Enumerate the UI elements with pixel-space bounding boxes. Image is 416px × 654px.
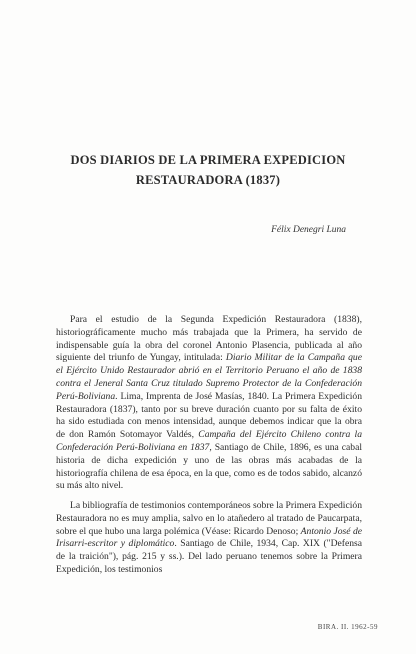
- paragraph-1-segment: Para el estudio de la Segunda Expedición Restauradora (1838), historiográficamente mucho más trabajada que la Primera, ha servido de indispensable guía la obra del coronel Antonio Plasencia, publicada al año siguiente del triunfo de Yungay, intitulada:: [56, 314, 362, 364]
- body-paragraph-1: [56, 314, 362, 493]
- author-name: Félix Denegri Luna: [271, 225, 346, 235]
- paragraph-2-segment: La bibliografía de testimonios contemporáneos sobre la Primera Expedición Restauradora no es muy amplia, salvo en lo atañedero al tratado de Paucarpata, sobre el que hubo una larga polémica (Véase: Ricardo Denoso;: [56, 500, 362, 537]
- paragraph-2-segment: . Santiago de Chile, 1934, Cap. XIX ("Defensa de la traición"), pág. 215 y ss.). Del lado peruano tenemos sobre la Primera Expedición, los testimonios: [56, 538, 362, 575]
- article-title-line-2: RESTAURADORA (1837): [135, 173, 281, 187]
- body-paragraph-2: [56, 500, 362, 577]
- page-footer: BIRA. II. 1962-59: [317, 623, 378, 631]
- paragraph-1-segment: , Santiago de Chile, 1896, es una cabal historia de dicha expedición y uno de las obras más acabadas de la historiografía chilena de esa época, en la que, como es de todos sabido, alcanzó su más alto nivel.: [56, 441, 362, 492]
- paragraph-1-italic-title: Campaña del Ejército Chileno contra la Confederación Perú-Boliviana en 1837: [56, 429, 362, 453]
- paragraph-1-segment: . Lima, Imprenta de José Masías, 1840. La Primera Expedición Restauradora (1837), tanto por su breve duración cuanto por su falta de éxito ha sido estudiada con menos intensidad, aunque debemos indicar que la obra de don Ramón Sotomayor Valdés,: [56, 390, 362, 441]
- paragraph-2-italic-title: Antonio José de Irisarri-escritor y diplomático: [56, 525, 363, 550]
- article-title-line-1: DOS DIARIOS DE LA PRIMERA EXPEDICION: [70, 153, 346, 167]
- paragraph-1-italic-title: Diario Militar de la Campaña que el Ejército Unido Restaurador abrió en el Territorio Peruano el año de 1838 contra el Jeneral Santa Cruz titulado Supremo Protector de la Confederación Perú-Boliviana: [56, 352, 362, 402]
